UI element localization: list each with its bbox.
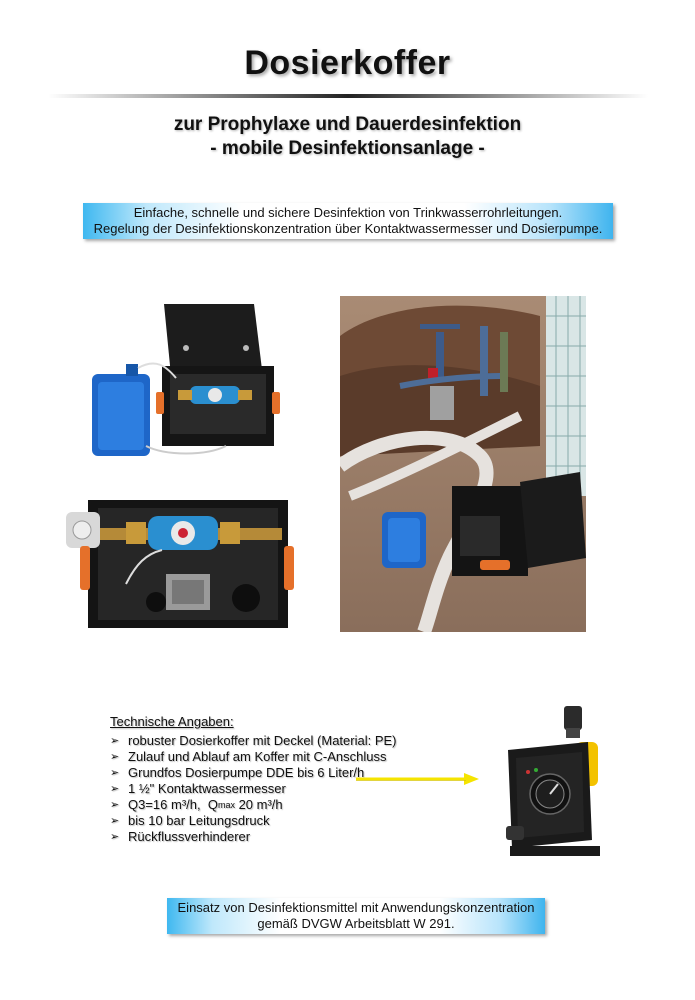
list-item: ➢ bis 10 bar Leitungsdruck: [110, 813, 270, 828]
title-divider: [48, 94, 648, 98]
photo-dosing-pump: [500, 702, 610, 862]
arrow-bullet-icon: ➢: [110, 799, 120, 811]
arrow-bullet-icon: ➢: [110, 783, 120, 795]
application-note-line-2: gemäß DVGW Arbeitsblatt W 291.: [257, 916, 455, 931]
arrow-bullet-icon: ➢: [110, 735, 120, 747]
intro-line-2: Regelung der Desinfektionskonzentration über Kontaktwassermesser und Dosierpumpe.: [93, 221, 603, 236]
photo-field-installation: [340, 296, 586, 632]
tech-specs-heading: Technische Angaben:: [110, 714, 234, 729]
arrow-bullet-icon: ➢: [110, 751, 120, 763]
list-item: ➢ Zulauf und Ablauf am Koffer mit C-Anschluss: [110, 749, 387, 764]
list-item: ➢ Grundfos Dosierpumpe DDE bis 6 Liter/h: [110, 765, 365, 780]
subtitle-line-1: zur Prophylaxe und Dauerdesinfektion: [173, 114, 522, 135]
arrow-bullet-icon: ➢: [110, 831, 120, 843]
photo-case-interior: [66, 494, 298, 634]
list-item: ➢ 1 ½" Kontaktwassermesser: [110, 781, 286, 796]
application-note-line-1: Einsatz von Desinfektionsmittel mit Anwendungskonzentration: [177, 900, 535, 915]
tech-specs: [110, 714, 397, 845]
intro-box: [83, 203, 613, 239]
page-title: Dosierkoffer: [244, 44, 451, 82]
intro-line-1: Einfache, schnelle und sichere Desinfektion von Trinkwasserrohrleitungen.: [133, 205, 563, 220]
application-note-box: [167, 898, 545, 934]
arrow-bullet-icon: ➢: [110, 815, 120, 827]
tech-specs-list: [110, 733, 397, 845]
list-item: ➢ Q3=16 m³/h, Q max 20 m³/h: [110, 797, 283, 812]
photo-case-with-canister: [86, 296, 286, 466]
list-item: ➢ Rückflussverhinderer: [110, 829, 251, 844]
subtitle-line-2: - mobile Desinfektionsanlage -: [210, 138, 485, 159]
pointer-arrow-icon: [356, 772, 480, 791]
list-item: ➢ robuster Dosierkoffer mit Deckel (Material: PE): [110, 733, 397, 748]
arrow-bullet-icon: ➢: [110, 767, 120, 779]
